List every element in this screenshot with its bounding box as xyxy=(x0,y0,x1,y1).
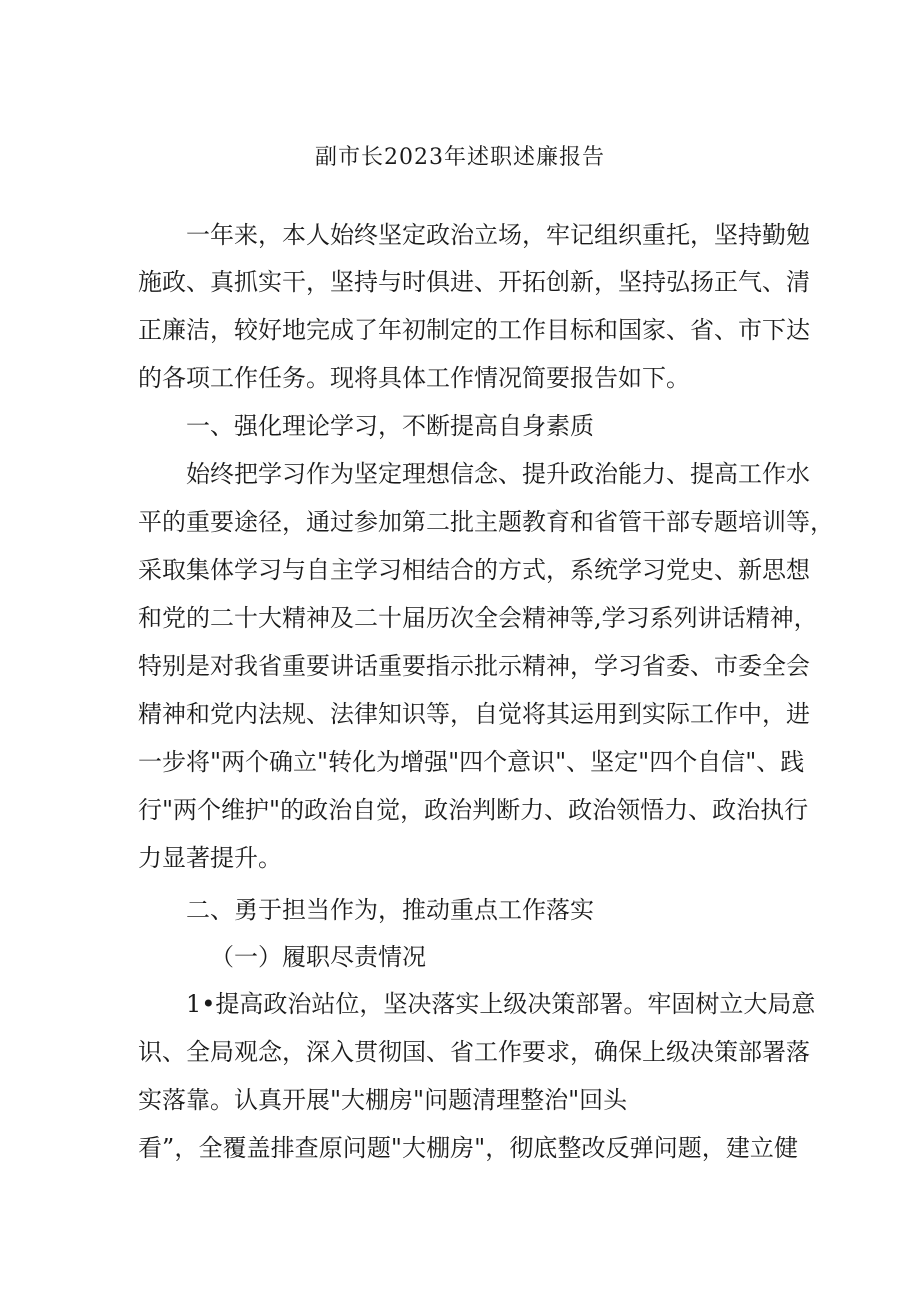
paragraph-line: 和党的二十大精神及二十届历次全会精神等,学习系列讲话精神， xyxy=(138,604,818,632)
paragraph-line: 看”，全覆盖排查原问题"大棚房"，彻底整改反弹问题，建立健 xyxy=(138,1134,798,1162)
paragraph-line: 特别是对我省重要讲话重要指示批示精神，学习省委、市委全会 xyxy=(138,652,810,680)
paragraph-line: 平的重要途径，通过参加第二批主题教育和省管干部专题培训等， xyxy=(138,508,834,536)
paragraph-line: 始终把学习作为坚定理想信念、提升政治能力、提高工作水 xyxy=(186,460,810,488)
paragraph-line: 力显著提升。 xyxy=(138,844,282,872)
paragraph-line: 识、全局观念，深入贯彻国、省工作要求，确保上级决策部署落 xyxy=(138,1038,810,1066)
paragraph-line: 1•提高政治站位，坚决落实上级决策部署。牢固树立大局意 xyxy=(186,990,816,1018)
paragraph-line: 一年来，本人始终坚定政治立场，牢记组织重托，坚持勤勉 xyxy=(186,221,810,249)
paragraph-line: 施政、真抓实干，坚持与时俱进、开拓创新，坚持弘扬正气、清 xyxy=(138,268,810,296)
section-heading-2: 二、勇于担当作为，推动重点工作落实 xyxy=(186,896,594,924)
subsection-heading: （一）履职尽责情况 xyxy=(210,943,426,971)
paragraph-line: 行"两个维护"的政治自觉，政治判断力、政治领悟力、政治执行 xyxy=(138,796,809,824)
paragraph-line: 采取集体学习与自主学习相结合的方式，系统学习党史、新思想 xyxy=(138,556,810,584)
paragraph-line: 正廉洁，较好地完成了年初制定的工作目标和国家、省、市下达 xyxy=(138,316,810,344)
paragraph-line: 的各项工作任务。现将具体工作情况简要报告如下。 xyxy=(138,364,690,392)
paragraph-line: 实落靠。认真开展"大棚房"问题清理整治"回头 xyxy=(138,1086,628,1114)
document-title: 副市长2023年述职述廉报告 xyxy=(315,145,605,170)
paragraph-line: 精神和党内法规、法律知识等，自觉将其运用到实际工作中，进 xyxy=(138,700,810,728)
section-heading-1: 一、强化理论学习，不断提高自身素质 xyxy=(186,412,594,440)
paragraph-line: 一步将"两个确立"转化为增强"四个意识"、坚定"四个自信"、践 xyxy=(138,748,805,776)
